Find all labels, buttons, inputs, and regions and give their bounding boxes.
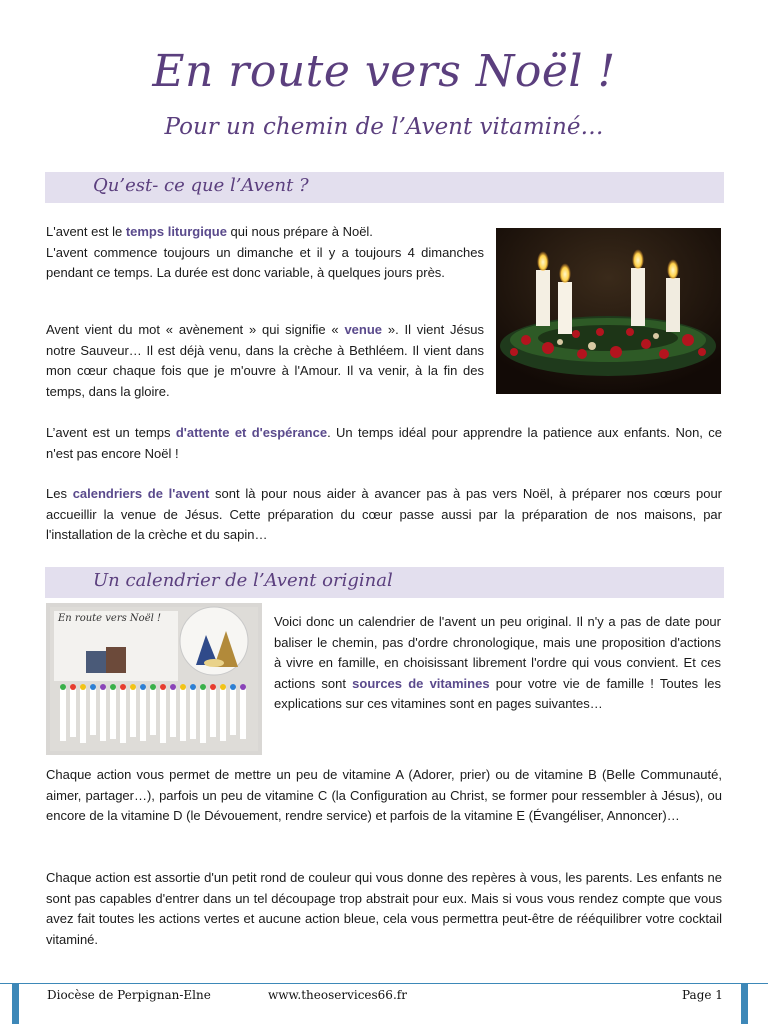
highlight-attente-esperance: d'attente et d'espérance — [175, 425, 328, 440]
footer-website-link[interactable]: www.theoservices66.fr — [268, 988, 407, 1002]
highlight-calendriers: calendriers de l'avent — [72, 486, 210, 501]
highlight-temps-liturgique: temps liturgique — [125, 224, 227, 239]
footer-bar-right — [741, 984, 748, 1024]
calendar-photo-caption: En route vers Noël ! — [58, 613, 162, 624]
advent-wreath-photo — [496, 228, 721, 394]
highlight-venue: venue — [344, 322, 383, 337]
paragraph-avent-meaning: Avent vient du mot « avènement » qui signifie « venue ». Il vient Jésus notre Sauveur… Il est déjà venu, dans la crèche à Bethléem. Il vient dans mon cœur chaque fois que je m'ouvre à l'Amour. Il va venir, à la fin des temps, dans la gloire. — [46, 322, 484, 399]
footer-bar-left — [12, 984, 19, 1024]
section-heading-1: Qu’est- ce que l’Avent ? — [93, 175, 309, 196]
paragraph-advent-calendars: Les calendriers de l'avent sont là pour nous aider à avancer pas à pas vers Noël, à préparer nos cœurs pour accueillir la venue de Jésus. Cette préparation du cœur passe aussi par la préparation de nos maisons, par l'installation de la crèche et du sapin… — [46, 486, 722, 543]
highlight-sources-vitamines: sources de vitamines — [352, 675, 490, 691]
section-heading-2: Un calendrier de l’Avent original — [93, 570, 393, 591]
paragraph-vitamins: Chaque action vous permet de mettre un peu de vitamine A (Adorer, prier) ou de vitamine B (Belle Communauté, aimer, partager…), parfois un peu de vitamine C (la Configuration au Christ, se former pour ressembler à Jésus), ou encore de la vitamine D (le Dévouement, rendre service) et parfois de la vitamine E (Évangéliser, Annoncer)… — [46, 767, 722, 824]
footer-page-number: Page 1 — [682, 988, 723, 1002]
document-subtitle: Pour un chemin de l’Avent vitaminé… — [164, 114, 604, 140]
footer-rule — [0, 983, 768, 984]
paragraph-liturgical-time: L'avent est le temps liturgique qui nous prépare à Noël. L'avent commence toujours un dimanche et il y a toujours 4 dimanches pendant ce temps. La durée est donc variable, à quelques jours près. — [46, 224, 484, 281]
paragraph-original-calendar: Voici donc un calendrier de l'avent un peu original. Il n'y a pas de date pour baliser le chemin, pas d'ordre chronologique, mais une proposition d'actions à vivre en famille, en choisissant librement l'ordre qui vous convient. Et ces actions sont sources de vitamines pour votre vie de famille ! Toutes les explications sur ces vitamines sont en pages suivantes… — [274, 614, 721, 712]
paragraph-color-dots: Chaque action est assortie d'un petit rond de couleur qui vous donne des repères à vous, les parents. Les enfants ne sont pas capables d'entrer dans un tel découpage trop abstrait pour eux. Mais si vous vous rendez compte que vous avez fait toutes les actions vertes et aucune action bleue, cela vous permettra peut-être de rééquilibrer votre cocktail vitaminé. — [46, 870, 722, 947]
document-title: En route vers Noël ! — [152, 46, 616, 97]
section-heading-band-2 — [45, 567, 724, 598]
section-heading-band-1 — [45, 172, 724, 203]
paragraph-waiting-hope: L’avent est un temps d'attente et d'espérance. Un temps idéal pour apprendre la patience aux enfants. Non, ce n'est pas encore Noël ! — [46, 425, 722, 461]
footer-diocese: Diocèse de Perpignan-Elne — [47, 988, 211, 1002]
advent-calendar-photo — [46, 603, 262, 755]
